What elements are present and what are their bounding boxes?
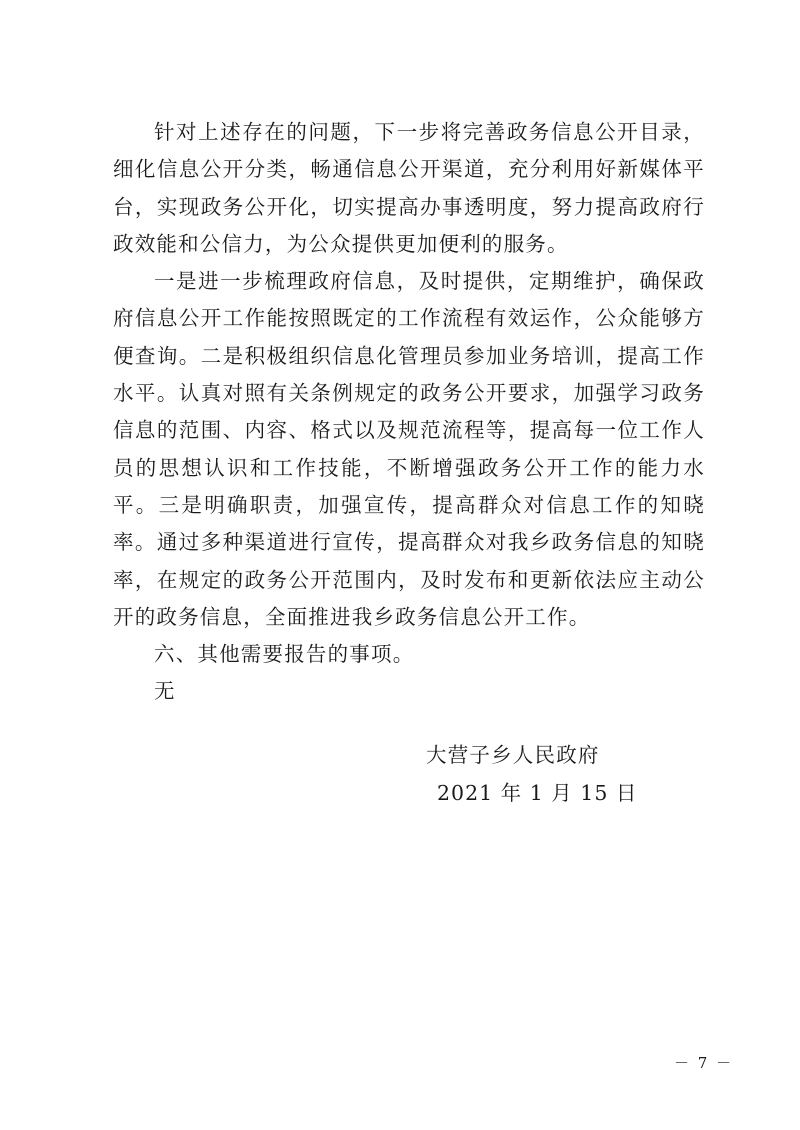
paragraph-measures: 一是进一步梳理政府信息，及时提供，定期维护，确保政府信息公开工作能按照既定的工作流程有效运作，公众能够方便查询。二是积极组织信息化管理员参加业务培训，提高工作水平。认真对照有关条例规定的政务公开要求，加强学习政务信息的范围、内容、格式以及规范流程等，提高每一位工作人员的思想认识和工作技能，不断增强政务公开工作的能力水平。三是明确职责，加强宣传，提高群众对信息工作的知晓率。通过多种渠道进行宣传，提高群众对我乡政务信息的知晓率，在规定的政务公开范围内，及时发布和更新依法应主动公开的政务信息，全面推进我乡政务信息公开工作。 [113, 269, 705, 629]
signature-date: 2021 年 1 月 15 日 [437, 781, 638, 805]
signature-organization: 大营子乡人民政府 [426, 743, 600, 767]
paragraph-improvement-plan: 针对上述存在的问题，下一步将完善政务信息公开目录，细化信息公开分类，畅通信息公开渠道，充分利用好新媒体平台，实现政务公开化，切实提高办事透明度，努力提高政府行政效能和公信力，为公众提供更加便利的服务。 [113, 120, 705, 256]
document-body [113, 114, 705, 711]
page-number: － 7 － [674, 1054, 734, 1072]
section-heading-other-matters: 六、其他需要报告的事项。 [154, 642, 415, 667]
section-body-none: 无 [154, 679, 176, 704]
